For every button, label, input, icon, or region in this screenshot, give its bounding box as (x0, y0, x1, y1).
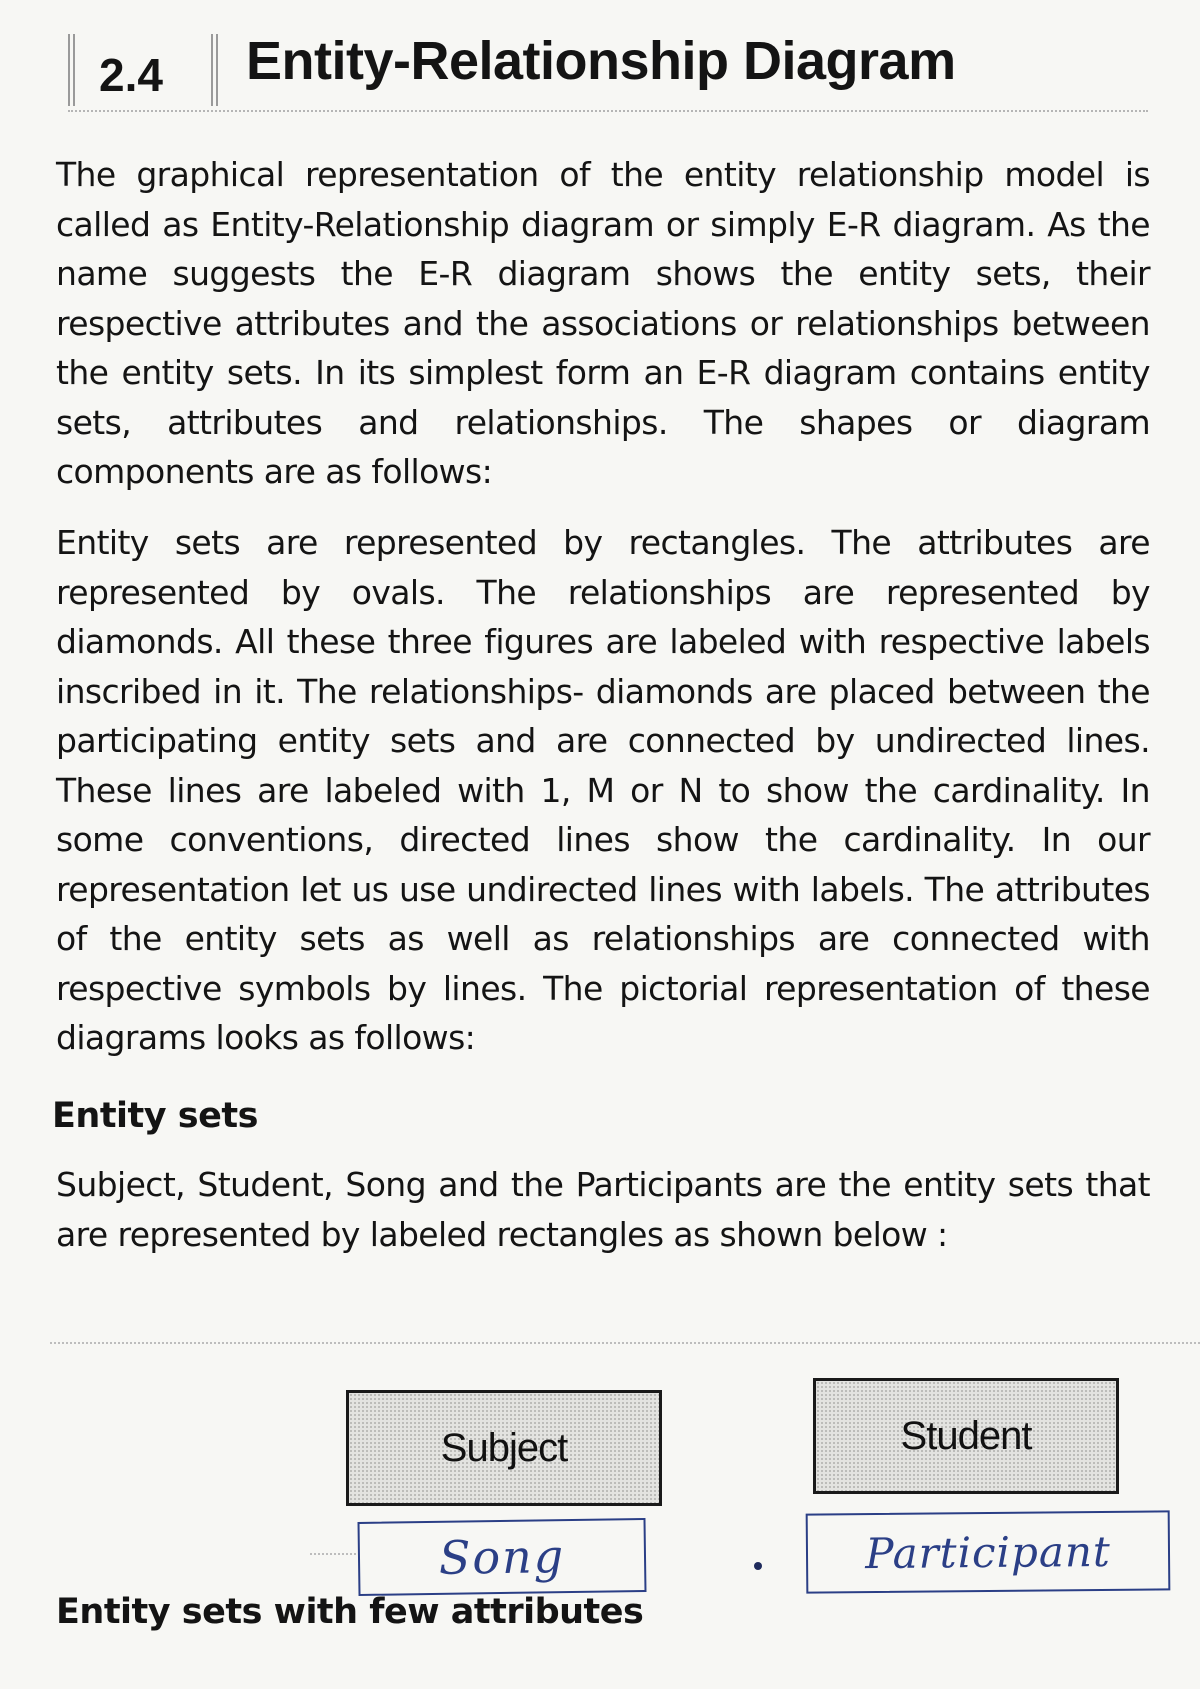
entity-label: Subject (440, 1425, 568, 1470)
handwritten-label: Participant (864, 1526, 1112, 1578)
section-title: Entity-Relationship Diagram (246, 31, 956, 91)
attributes-heading: Entity sets with few attributes (56, 1592, 644, 1632)
section-heading (68, 30, 1148, 106)
paragraph-intro: The graphical representation of the entity relationship model is called as Entity-Relationship diagram or simply E-R diagram. As the name suggests the E-R diagram shows the entity sets, their respective attributes and the associations or relationships between the entity sets. In its simplest form an E-R diagram contains entity sets, attributes and relationships. The shapes or diagram components are as follows: (56, 155, 1150, 491)
entity-sets-heading: Entity sets (52, 1096, 258, 1136)
handwritten-entity-song (357, 1518, 646, 1596)
entity-box-student (813, 1378, 1119, 1494)
ink-dot (754, 1562, 762, 1570)
heading-divider (68, 110, 1148, 112)
figure-divider (50, 1342, 1200, 1344)
entity-label: Student (900, 1413, 1032, 1458)
section-number: 2.4 (99, 49, 163, 101)
entity-box-subject (346, 1390, 662, 1506)
entity-sets-description: Subject, Student, Song and the Participants are the entity sets that are represented by labeled rectangles as shown below : (56, 1165, 1150, 1254)
figure-divider-small (310, 1553, 356, 1555)
handwritten-label: Song (438, 1529, 566, 1585)
handwritten-entity-participant (806, 1510, 1171, 1593)
section-number-box (68, 34, 218, 106)
paragraph-shapes: Entity sets are represented by rectangles. The attributes are represented by ovals. The relationships are represented by diamonds. All these three figures are labeled with respective labels inscribed in it. The relationships- diamonds are placed between the participating entity sets and are connected by undirected lines. These lines are labeled with 1, M or N to show the cardinality. In some conventions, directed lines show the cardinality. In our representation let us use undirected lines with labels. The attributes of the entity sets as well as relationships are connected with respective symbols by lines. The pictorial representation of these diagrams looks as follows: (56, 523, 1150, 1057)
